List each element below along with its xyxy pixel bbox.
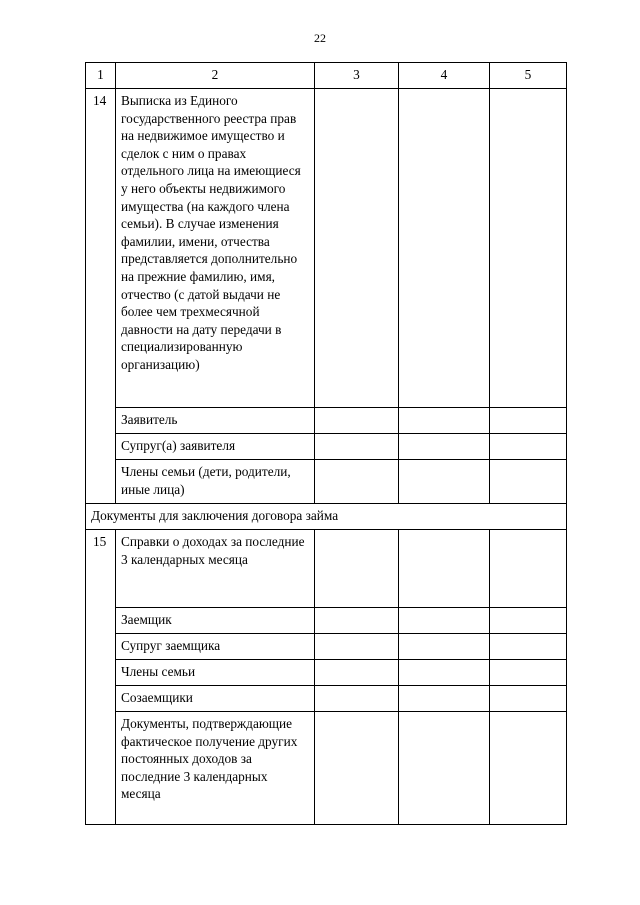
empty-cell [490, 530, 567, 608]
empty-cell [399, 460, 490, 504]
subrow-label: Члены семьи [116, 660, 315, 686]
documents-table [85, 62, 567, 825]
header-cell: 2 [116, 63, 315, 89]
row-description: Выписка из Единого государственного реестра прав на недвижимое имущество и сделок с ним о правах отдельного лица на имеющиеся у него объекты недвижимого имущества (на каждого члена семьи). В случае изменения фамилии, имени, отчества представляется дополнительно на прежние фамилию, имя, отчество (с датой выдачи не более чем трехмесячной давности на дату передачи в специализированную организацию) [116, 89, 315, 408]
empty-cell [315, 634, 399, 660]
empty-cell [490, 434, 567, 460]
empty-cell [490, 712, 567, 825]
empty-cell [315, 712, 399, 825]
subrow-label: Члены семьи (дети, родители, иные лица) [116, 460, 315, 504]
empty-cell [399, 660, 490, 686]
empty-cell [399, 712, 490, 825]
empty-cell [315, 434, 399, 460]
empty-cell [490, 408, 567, 434]
table-row [86, 89, 567, 408]
empty-cell [399, 608, 490, 634]
empty-cell [399, 634, 490, 660]
subrow-label: Супруг заемщика [116, 634, 315, 660]
subrow-label: Заявитель [116, 408, 315, 434]
header-cell: 4 [399, 63, 490, 89]
empty-cell [399, 434, 490, 460]
empty-cell [490, 634, 567, 660]
table-subrow [86, 434, 567, 460]
subrow-label: Созаемщики [116, 686, 315, 712]
table-subrow [86, 712, 567, 825]
header-cell: 1 [86, 63, 116, 89]
empty-cell [490, 460, 567, 504]
table-subrow [86, 660, 567, 686]
empty-cell [399, 530, 490, 608]
row-number: 14 [86, 89, 116, 504]
section-row [86, 504, 567, 530]
section-title: Документы для заключения договора займа [86, 504, 567, 530]
empty-cell [399, 686, 490, 712]
empty-cell [315, 460, 399, 504]
subrow-label: Заемщик [116, 608, 315, 634]
empty-cell [315, 608, 399, 634]
row-description: Справки о доходах за последние 3 календарных месяца [116, 530, 315, 608]
empty-cell [315, 408, 399, 434]
empty-cell [490, 608, 567, 634]
empty-cell [490, 89, 567, 408]
table-subrow [86, 634, 567, 660]
empty-cell [490, 660, 567, 686]
header-cell: 3 [315, 63, 399, 89]
empty-cell [490, 686, 567, 712]
empty-cell [315, 530, 399, 608]
header-cell: 5 [490, 63, 567, 89]
empty-cell [315, 686, 399, 712]
page-number: 22 [314, 31, 326, 45]
table-subrow [86, 408, 567, 434]
row-number: 15 [86, 530, 116, 825]
empty-cell [399, 408, 490, 434]
subrow-label: Супруг(а) заявителя [116, 434, 315, 460]
empty-cell [315, 660, 399, 686]
table-subrow [86, 608, 567, 634]
header-row [86, 63, 567, 89]
empty-cell [315, 89, 399, 408]
empty-cell [399, 89, 490, 408]
subrow-label: Документы, подтверждающие фактическое получение других постоянных доходов за последние 3 календарных месяца [116, 712, 315, 825]
table-subrow [86, 460, 567, 504]
table-subrow [86, 686, 567, 712]
table-row [86, 530, 567, 608]
